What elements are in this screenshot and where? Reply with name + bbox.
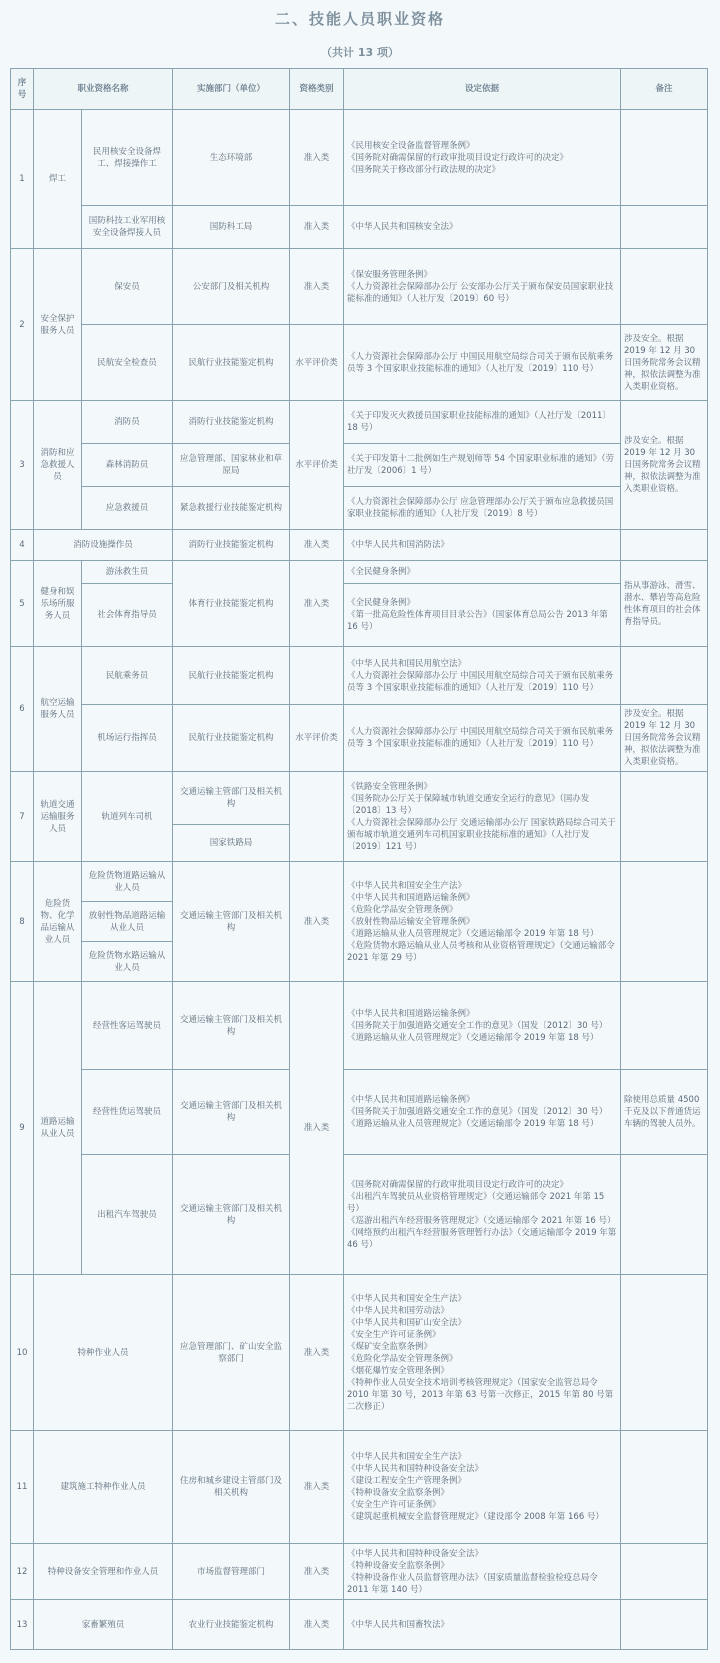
qualification-name: 放射性物品道路运输从业人员 (82, 902, 173, 942)
table-row (11, 206, 708, 249)
table-row (11, 647, 708, 705)
row-number: 11 (11, 1431, 34, 1544)
qualification-name: 保安员 (82, 249, 173, 325)
category (290, 772, 344, 862)
basis-cell (344, 772, 621, 862)
qualification-name: 国防科技工业军用核安全设备焊接人员 (82, 206, 173, 249)
group-name: 危险货物、化学品运输从业人员 (34, 862, 82, 982)
basis-cell (344, 1155, 621, 1275)
qualification-name: 特种设备安全管理和作业人员 (34, 1544, 173, 1600)
basis-line: 《道路运输从业人员管理规定》（交通运输部令 2019 年第 18 号） (347, 928, 599, 939)
basis-line: 《巡游出租汽车经营服务管理规定》（交通运输部令 2021 年第 16 号） (347, 1215, 616, 1226)
note-cell: 涉及安全。根据 2019 年 12 月 30 日国务院常务会议精神，拟依法调整为准入类职业资格。 (621, 325, 708, 401)
basis-cell (344, 325, 621, 401)
basis-line: 《全民健身条例》 (347, 598, 416, 608)
header-name: 职业资格名称 (34, 69, 173, 110)
row-number: 7 (11, 772, 34, 862)
basis-line: 《中华人民共和国特种设备安全法》 (347, 1464, 484, 1474)
qualification-name: 经营性客运驾驶员 (82, 982, 173, 1070)
qualification-name: 出租汽车驾驶员 (82, 1155, 173, 1275)
basis-line: 《中华人民共和国道路运输条例》 (347, 1095, 475, 1105)
category: 准入类 (290, 1544, 344, 1600)
basis-line: 《烟花爆竹安全管理条例》 (347, 1365, 450, 1376)
basis-line: 《安全生产许可证条例》 (347, 1500, 441, 1510)
department: 民航行业技能鉴定机构 (173, 325, 290, 401)
category (290, 647, 344, 705)
qualification-name: 民用核安全设备焊工、焊接操作工 (82, 110, 173, 206)
table-row (11, 401, 708, 444)
note-cell: 涉及安全。根据 2019 年 12 月 30 日国务院常务会议精神，拟依法调整为准入类职业资格。 (621, 705, 708, 772)
row-number: 12 (11, 1544, 34, 1600)
department: 公安部门及相关机构 (173, 249, 290, 325)
basis-line: 《人力资源社会保障部办公厅 中国民用航空局综合司关于颁布民航乘务员等 3 个国家职业技能标准的通知》（人社厅发〔2019〕110 号） (347, 670, 614, 693)
note-cell (621, 647, 708, 705)
department: 住房和城乡建设主管部门及相关机构 (173, 1431, 290, 1544)
header-dept: 实施部门（单位） (173, 69, 290, 110)
basis-line: 《特种设备作业人员监督管理办法》（国家质量监督检验检疫总局令 2011 年第 140 号） (347, 1572, 598, 1595)
note-cell (621, 982, 708, 1070)
basis-line: 《中华人民共和国民用航空法》 (347, 658, 467, 669)
table-row (11, 982, 708, 1070)
basis-cell (344, 1544, 621, 1600)
basis-line: 《特种设备安全监察条例》 (347, 1560, 450, 1571)
department: 生态环境部 (173, 110, 290, 206)
basis-line: 《中华人民共和国核安全法》 (347, 222, 458, 232)
basis-line: 《危险货物水路运输从业人员考核和从业资格管理规定》（交通运输部令 2021 年第 29 号） (347, 940, 615, 963)
category: 准入类 (290, 862, 344, 982)
qualification-table (10, 68, 708, 1650)
category: 准入类 (290, 1431, 344, 1544)
category: 准入类 (290, 530, 344, 561)
basis-line: 《人力资源社会保障部办公厅 中国民用航空局综合司关于颁布民航乘务员等 3 个国家职业技能标准的通知》（人社厅发〔2019〕110 号） (347, 351, 614, 374)
category: 准入类 (290, 110, 344, 206)
basis-line: 《中华人民共和国矿山安全法》 (347, 1317, 467, 1328)
note-cell (621, 1544, 708, 1600)
basis-line: 《国务院关于修改部分行政法规的决定》 (347, 164, 501, 175)
note-cell: 除使用总质量 4500 千克及以下普通货运车辆的驾驶人员外。 (621, 1070, 708, 1155)
group-name: 健身和娱乐场所服务人员 (34, 561, 82, 647)
department: 交通运输主管部门及相关机构 (173, 1070, 290, 1155)
basis-cell (344, 705, 621, 772)
note-cell: 指从事游泳、滑雪、潜水、攀岩等高危险性体育项目的社会体育指导员。 (621, 561, 708, 647)
basis-line: 《关于印发灭火救援员国家职业技能标准的通知》（人社厅发〔2011〕18 号） (347, 411, 611, 433)
basis-line: 《国务院办公厅关于保障城市轨道交通安全运行的意见》（国办发〔2018〕13 号） (347, 793, 590, 816)
row-number: 13 (11, 1600, 34, 1650)
department: 消防行业技能鉴定机构 (173, 401, 290, 444)
basis-line: 《放射性物品运输安全管理条例》 (347, 916, 475, 927)
basis-line: 《道路运输从业人员管理规定》（交通运输部令 2019 年第 18 号） (347, 1032, 599, 1043)
qualification-name: 危险货物水路运输从业人员 (82, 942, 173, 982)
basis-line: 《中华人民共和国道路运输条例》 (347, 1008, 475, 1019)
note-cell (621, 1600, 708, 1650)
basis-cell (344, 444, 621, 487)
basis-line: 《中华人民共和国安全生产法》 (347, 1293, 467, 1304)
note-cell (621, 1431, 708, 1544)
basis-line: 《安全生产许可证条例》 (347, 1329, 441, 1340)
note-cell (621, 862, 708, 982)
basis-line: 《道路运输从业人员管理规定》（交通运输部令 2019 年第 18 号） (347, 1119, 599, 1129)
category: 准入类 (290, 1275, 344, 1431)
basis-line: 《危险化学品安全管理条例》 (347, 904, 458, 915)
basis-line: 《中华人民共和国道路运输条例》 (347, 892, 475, 903)
table-row (11, 444, 708, 487)
basis-line: 《危险化学品安全管理条例》 (347, 1353, 458, 1364)
basis-line: 《特种设备安全监察条例》 (347, 1488, 450, 1498)
department: 市场监督管理部门 (173, 1544, 290, 1600)
basis-line: 《人力资源社会保障部办公厅 中国民用航空局综合司关于颁布民航乘务员等 3 个国家职业技能标准的通知》（人社厅发〔2019〕110 号） (347, 727, 614, 749)
qualification-name: 建筑施工特种作业人员 (34, 1431, 173, 1544)
table-row (11, 1600, 708, 1650)
basis-line: 《人力资源社会保障部办公厅 应急管理部办公厅关于颁布应急救援员国家职业技能标准的通知》（人社厅发〔2019〕8 号） (347, 497, 614, 519)
basis-line: 《民用核安全设备监督管理条例》 (347, 140, 475, 151)
category: 准入类 (290, 1600, 344, 1650)
table-row (11, 561, 708, 584)
department: 国防科工局 (173, 206, 290, 249)
table-row (11, 1431, 708, 1544)
table-row (11, 325, 708, 401)
basis-line: 《网络预约出租汽车经营服务管理暂行办法》（交通运输部令 2019 年第 46 号） (347, 1227, 617, 1250)
basis-line: 《建筑起重机械安全监督管理规定》（建设部令 2008 年第 166 号） (347, 1512, 604, 1522)
basis-line: 《煤矿安全监察条例》 (347, 1341, 433, 1352)
note-cell (621, 1155, 708, 1275)
header-note: 备注 (621, 69, 708, 110)
row-number: 6 (11, 647, 34, 772)
department: 交通运输主管部门及相关机构 (173, 772, 290, 825)
table-row (11, 705, 708, 772)
qualification-name: 社会体育指导员 (82, 584, 173, 647)
table-row (11, 584, 708, 647)
category: 准入类 (290, 206, 344, 249)
row-number: 10 (11, 1275, 34, 1431)
basis-cell (344, 110, 621, 206)
note-cell (621, 206, 708, 249)
row-number: 3 (11, 401, 34, 530)
basis-line: 《铁路安全管理条例》 (347, 781, 433, 792)
basis-cell (344, 584, 621, 647)
category: 水平评价类 (290, 705, 344, 772)
basis-cell (344, 401, 621, 444)
qualification-name: 危险货物道路运输从业人员 (82, 862, 173, 902)
note-cell (621, 110, 708, 206)
basis-cell (344, 862, 621, 982)
qualification-name: 游泳救生员 (82, 561, 173, 584)
qualification-name: 民航乘务员 (82, 647, 173, 705)
basis-line: 《国务院关于加强道路交通安全工作的意见》（国发〔2012〕30 号） (347, 1107, 608, 1117)
row-number: 9 (11, 982, 34, 1275)
basis-line: 《中华人民共和国畜牧法》 (347, 1619, 450, 1630)
department: 交通运输主管部门及相关机构 (173, 862, 290, 982)
qualification-name: 特种作业人员 (34, 1275, 173, 1431)
basis-line: 《中华人民共和国安全生产法》 (347, 880, 467, 891)
basis-line: 《国务院对确需保留的行政审批项目设定行政许可的决定》 (347, 152, 569, 163)
row-number: 4 (11, 530, 34, 561)
basis-cell (344, 647, 621, 705)
department: 应急管理部门、矿山安全监察部门 (173, 1275, 290, 1431)
table-row (11, 1070, 708, 1155)
row-number: 5 (11, 561, 34, 647)
group-name: 安全保护服务人员 (34, 249, 82, 401)
basis-line: 《人力资源社会保障部办公厅 交通运输部办公厅 国家铁路局综合司关于颁布城市轨道交通列车司机国家职业技能标准的通知》（人社厅发〔2019〕121 号） (347, 817, 616, 852)
table-row (11, 530, 708, 561)
header-basis: 设定依据 (344, 69, 621, 110)
basis-line: 《关于印发第十二批例如生产规划师等 54 个国家职业标准的通知》（劳社厅发〔2006〕1 号） (347, 454, 614, 476)
department: 消防行业技能鉴定机构 (173, 530, 290, 561)
basis-cell (344, 530, 621, 561)
page-subtitle: （共计 13 项） (321, 46, 399, 59)
department: 国家铁路局 (173, 825, 290, 862)
qualification-name: 经营性货运驾驶员 (82, 1070, 173, 1155)
basis-cell (344, 206, 621, 249)
category: 准入类 (290, 982, 344, 1275)
table-row (11, 772, 708, 825)
basis-line: 《建设工程安全生产管理条例》 (347, 1476, 467, 1486)
basis-cell (344, 982, 621, 1070)
table-row (11, 1155, 708, 1275)
note-cell (621, 1275, 708, 1431)
row-number: 2 (11, 249, 34, 401)
group-name: 道路运输从业人员 (34, 982, 82, 1275)
group-name: 轨道交通运输服务人员 (34, 772, 82, 862)
table-row (11, 110, 708, 206)
header-category: 资格类别 (290, 69, 344, 110)
basis-line: 《特种作业人员安全技术培训考核管理规定》（国家安全监管总局令 2010 年第 30 号，2013 年第 63 号第一次修正，2015 年第 80 号第二次修正） (347, 1377, 614, 1412)
category: 水平评价类 (290, 325, 344, 401)
table-row (11, 249, 708, 325)
qualification-name: 应急救援员 (82, 487, 173, 530)
table-row (11, 487, 708, 530)
basis-line: 《中华人民共和国特种设备安全法》 (347, 1548, 484, 1559)
table-header-row (11, 69, 708, 110)
note-cell (621, 530, 708, 561)
basis-line: 《第一批高危险性体育项目目录公告》（国家体育总局公告 2013 年第 16 号） (347, 610, 608, 632)
category: 准入类 (290, 561, 344, 647)
category: 水平评价类 (290, 401, 344, 530)
note-cell: 涉及安全。根据 2019 年 12 月 30 日国务院常务会议精神，拟依法调整为准入类职业资格。 (621, 401, 708, 530)
department: 应急管理部、国家林业和草原局 (173, 444, 290, 487)
department: 紧急救援行业技能鉴定机构 (173, 487, 290, 530)
row-number: 8 (11, 862, 34, 982)
qualification-name: 轨道列车司机 (82, 772, 173, 862)
header-no: 序号 (11, 69, 34, 110)
qualification-name: 民航安全检查员 (82, 325, 173, 401)
qualification-name: 家畜繁殖员 (34, 1600, 173, 1650)
basis-cell (344, 249, 621, 325)
note-cell (621, 772, 708, 862)
category: 准入类 (290, 249, 344, 325)
basis-cell (344, 1600, 621, 1650)
basis-cell (344, 487, 621, 530)
table-row (11, 862, 708, 902)
basis-cell (344, 1431, 621, 1544)
qualification-name: 消防设施操作员 (34, 530, 173, 561)
basis-line: 《中华人民共和国劳动法》 (347, 1305, 450, 1316)
group-name: 航空运输服务人员 (34, 647, 82, 772)
table-row (11, 1544, 708, 1600)
basis-line: 《国务院对确需保留的行政审批项目设定行政许可的决定》 (347, 1179, 569, 1190)
basis-cell (344, 1275, 621, 1431)
basis-line: 《出租汽车驾驶员从业资格管理规定》（交通运输部令 2021 年第 15 号） (347, 1191, 605, 1214)
qualification-name: 森林消防员 (82, 444, 173, 487)
row-number: 1 (11, 110, 34, 249)
basis-line: 《国务院关于加强道路交通安全工作的意见》（国发〔2012〕30 号） (347, 1020, 608, 1031)
group-name: 焊工 (34, 110, 82, 249)
qualification-name: 消防员 (82, 401, 173, 444)
group-name: 消防和应急救援人员 (34, 401, 82, 530)
department: 交通运输主管部门及相关机构 (173, 982, 290, 1070)
basis-cell (344, 561, 621, 584)
basis-line: 《人力资源社会保障部办公厅 公安部办公厅关于颁布保安员国家职业技能标准的通知》（人社厅发〔2019〕60 号） (347, 281, 614, 304)
basis-line: 《全民健身条例》 (347, 567, 416, 577)
department: 农业行业技能鉴定机构 (173, 1600, 290, 1650)
basis-line: 《保安服务管理条例》 (347, 269, 433, 280)
department: 民航行业技能鉴定机构 (173, 705, 290, 772)
basis-line: 《中华人民共和国安全生产法》 (347, 1452, 467, 1462)
department: 体育行业技能鉴定机构 (173, 561, 290, 647)
qualification-name: 机场运行指挥员 (82, 705, 173, 772)
table-row (11, 1275, 708, 1431)
page-title: 二、技能人员职业资格 (274, 10, 445, 28)
note-cell (621, 249, 708, 325)
basis-cell (344, 1070, 621, 1155)
basis-line: 《中华人民共和国消防法》 (347, 540, 450, 550)
department: 民航行业技能鉴定机构 (173, 647, 290, 705)
department: 交通运输主管部门及相关机构 (173, 1155, 290, 1275)
